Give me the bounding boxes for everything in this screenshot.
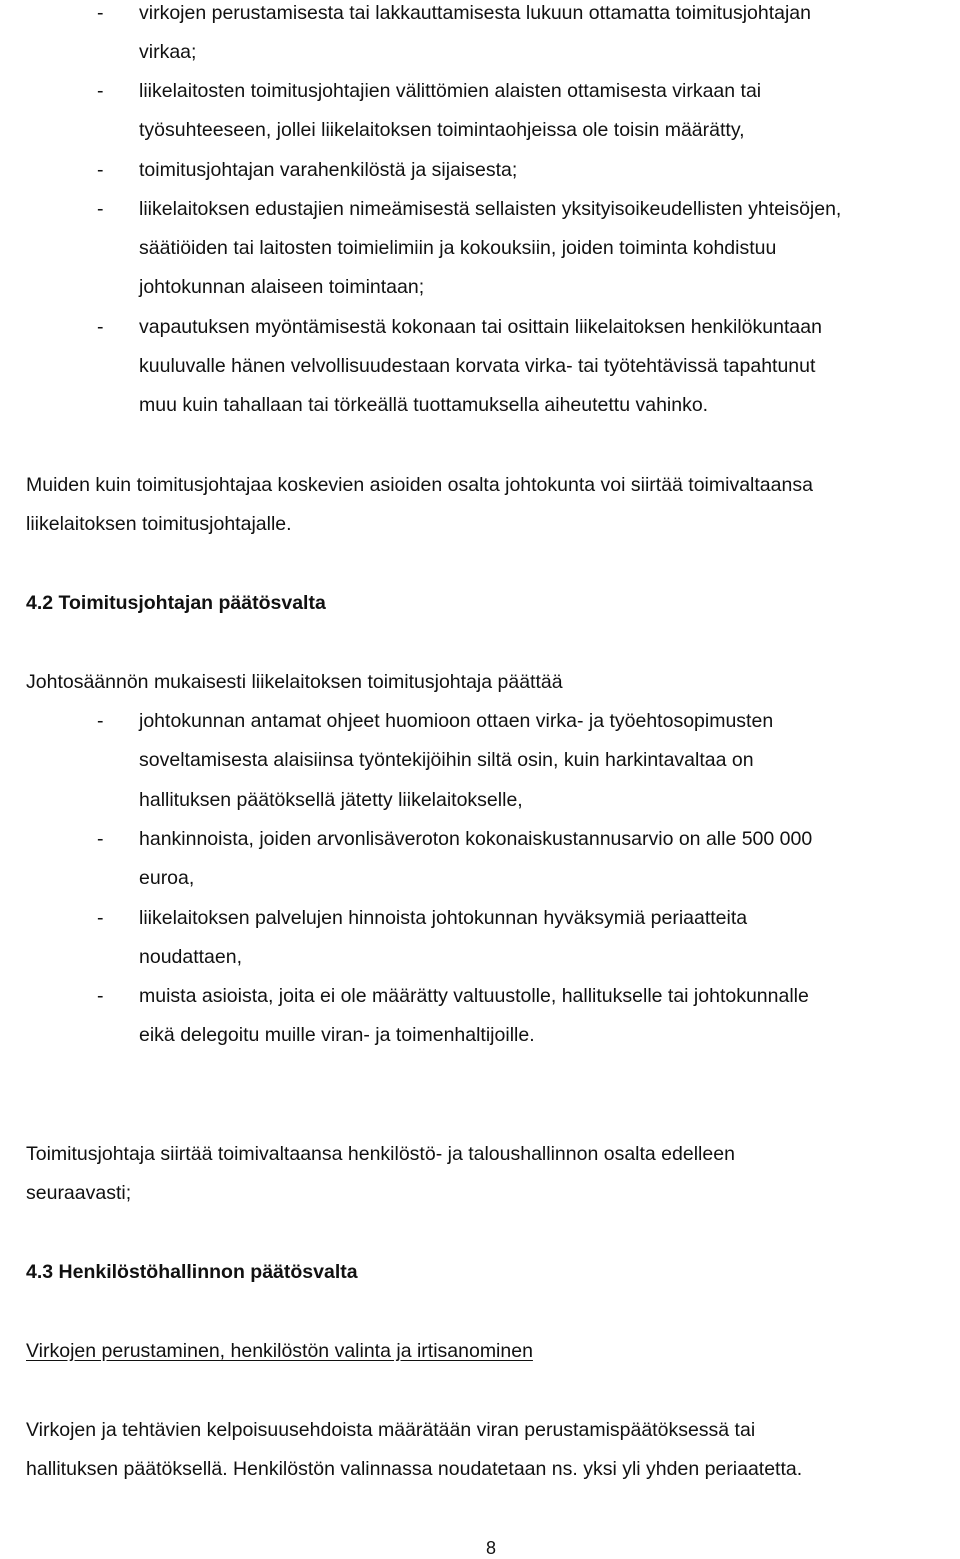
section-heading-4-3: 4.3 Henkilöstöhallinnon päätösvalta (26, 1261, 358, 1283)
list-item-line: työsuhteeseen, jollei liikelaitoksen toimintaohjeissa ole toisin määrätty, (139, 119, 745, 141)
list-item-line: virkaa; (139, 41, 197, 63)
list-item-line: muista asioista, joita ei ole määrätty valtuustolle, hallitukselle tai johtokunnalle (139, 985, 809, 1007)
list-item-line: hankinnoista, joiden arvonlisäveroton kokonaiskustannusarvio on alle 500 000 (139, 828, 813, 850)
list-item-line: euroa, (139, 867, 195, 889)
list-item-line: vapautuksen myöntämisestä kokonaan tai osittain liikelaitoksen henkilökuntaan (139, 316, 822, 338)
subsection-heading: Virkojen perustaminen, henkilöstön valinta ja irtisanominen (26, 1340, 533, 1362)
list-bullet: - (97, 828, 104, 850)
list-bullet: - (97, 985, 104, 1007)
list-bullet: - (97, 80, 104, 102)
list-item-line: hallituksen päätöksellä jätetty liikelaitokselle, (139, 789, 523, 811)
list-bullet: - (97, 907, 104, 929)
list-item-line: eikä delegoitu muille viran- ja toimenhaltijoille. (139, 1024, 535, 1046)
paragraph-line: liikelaitoksen toimitusjohtajalle. (26, 513, 292, 535)
section-intro: Johtosäännön mukaisesti liikelaitoksen toimitusjohtaja päättää (26, 671, 563, 693)
paragraph-line: hallituksen päätöksellä. Henkilöstön valinnassa noudatetaan ns. yksi yli yhden periaatetta. (26, 1458, 803, 1480)
list-item-line: johtokunnan alaiseen toimintaan; (139, 276, 425, 298)
list-bullet: - (97, 316, 104, 338)
list-bullet: - (97, 198, 104, 220)
list-bullet: - (97, 159, 104, 181)
page-number: 8 (486, 1538, 497, 1558)
paragraph-line: Virkojen ja tehtävien kelpoisuusehdoista määrätään viran perustamispäätöksessä tai (26, 1419, 756, 1441)
list-item-line: toimitusjohtajan varahenkilöstä ja sijaisesta; (139, 159, 518, 181)
list-item-line: liikelaitoksen edustajien nimeämisestä sellaisten yksityisoikeudellisten yhteisöjen, (139, 198, 842, 220)
list-item-line: säätiöiden tai laitosten toimielimiin ja kokouksiin, joiden toiminta kohdistuu (139, 237, 777, 259)
list-item-line: noudattaen, (139, 946, 243, 968)
list-bullet: - (97, 710, 104, 732)
list-item-line: liikelaitoksen palvelujen hinnoista johtokunnan hyväksymiä periaatteita (139, 907, 748, 929)
section-heading-4-2: 4.2 Toimitusjohtajan päätösvalta (26, 592, 326, 614)
list-item-line: muu kuin tahallaan tai törkeällä tuottamuksella aiheutettu vahinko. (139, 394, 709, 416)
list-bullet: - (97, 2, 104, 24)
paragraph-line: seuraavasti; (26, 1182, 132, 1204)
list-item-line: soveltamisesta alaisiinsa työntekijöihin siltä osin, kuin harkintavaltaa on (139, 749, 754, 771)
paragraph-line: Muiden kuin toimitusjohtajaa koskevien asioiden osalta johtokunta voi siirtää toimivaltaansa (26, 474, 813, 496)
list-item-line: virkojen perustamisesta tai lakkauttamisesta lukuun ottamatta toimitusjohtajan (139, 2, 811, 24)
list-item-line: johtokunnan antamat ohjeet huomioon ottaen virka- ja työehtosopimusten (139, 710, 774, 732)
list-item-line: liikelaitosten toimitusjohtajien välittömien alaisten ottamisesta virkaan tai (139, 80, 762, 102)
list-item-line: kuuluvalle hänen velvollisuudestaan korvata virka- tai työtehtävissä tapahtunut (139, 355, 816, 377)
paragraph-line: Toimitusjohtaja siirtää toimivaltaansa henkilöstö- ja taloushallinnon osalta edelleen (26, 1143, 735, 1165)
